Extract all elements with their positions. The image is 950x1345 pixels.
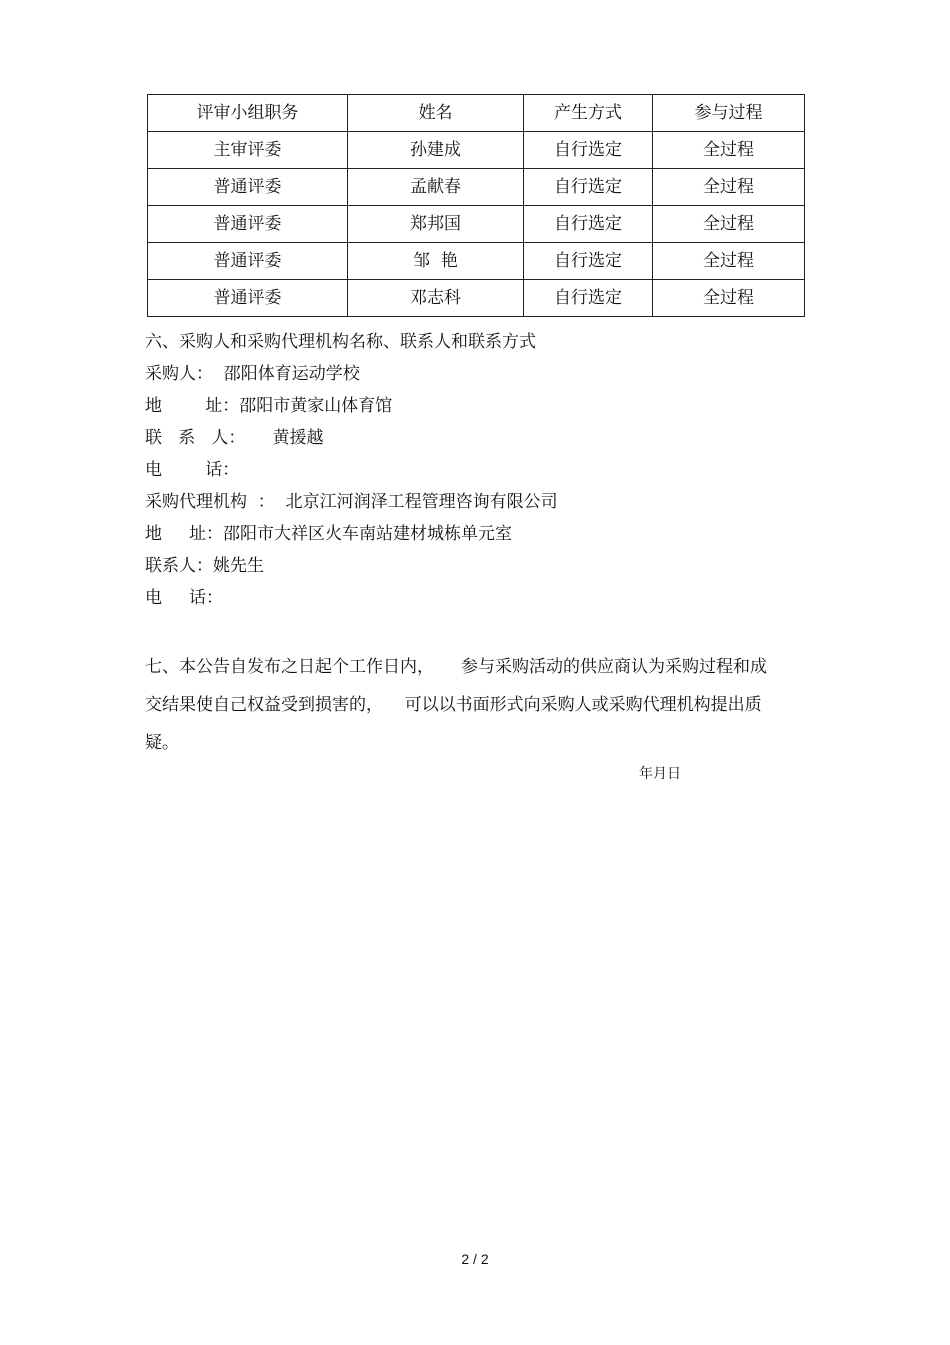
table-cell: 全过程 bbox=[653, 243, 805, 280]
table-cell: 主审评委 bbox=[148, 132, 348, 169]
table-cell: 邓志科 bbox=[348, 280, 524, 317]
table-cell: 邹 艳 bbox=[348, 243, 524, 280]
table-row bbox=[148, 169, 805, 206]
date-label: 年月日 bbox=[639, 766, 681, 782]
page-number: 2 / 2 bbox=[461, 1251, 489, 1267]
table-cell: 孟献春 bbox=[348, 169, 524, 206]
table-row bbox=[148, 132, 805, 169]
agency-address-line: 地 址：邵阳市大祥区火车南站建材城栋单元室 bbox=[145, 524, 513, 544]
table-cell: 自行选定 bbox=[524, 169, 653, 206]
table-cell: 自行选定 bbox=[524, 280, 653, 317]
table-cell: 自行选定 bbox=[524, 206, 653, 243]
table-cell: 自行选定 bbox=[524, 243, 653, 280]
agency-line: 采购代理机构 ： 北京江河润泽工程管理咨询有限公司 bbox=[145, 492, 558, 512]
table-cell: 自行选定 bbox=[524, 132, 653, 169]
table-cell: 普通评委 bbox=[148, 169, 348, 206]
purchaser-line: 采购人： 邵阳体育运动学校 bbox=[145, 364, 360, 384]
table-row bbox=[148, 280, 805, 317]
section-seven-line-2: 交结果使自己权益受到损害的， 可以以书面形式向采购人或采购代理机构提出质 bbox=[145, 695, 762, 715]
purchaser-phone-line: 电 话： bbox=[145, 460, 240, 480]
agency-phone-line: 电 话： bbox=[145, 588, 224, 608]
table-cell: 普通评委 bbox=[148, 243, 348, 280]
table-cell: 普通评委 bbox=[148, 206, 348, 243]
header-cell-name: 姓名 bbox=[348, 95, 524, 132]
table-row bbox=[148, 243, 805, 280]
section-seven-line-1: 七、本公告自发布之日起个工作日内， 参与采购活动的供应商认为采购过程和成 bbox=[145, 657, 768, 677]
table-cell: 全过程 bbox=[653, 169, 805, 206]
purchaser-address-line: 地 址：邵阳市黄家山体育馆 bbox=[145, 396, 393, 416]
agency-contact-line: 联系人：姚先生 bbox=[145, 556, 264, 576]
table-row bbox=[148, 206, 805, 243]
section-six-heading: 六、采购人和采购代理机构名称、联系人和联系方式 bbox=[145, 332, 536, 352]
review-panel-table bbox=[147, 94, 805, 317]
table-cell: 全过程 bbox=[653, 206, 805, 243]
table-cell: 普通评委 bbox=[148, 280, 348, 317]
table-cell: 孙建成 bbox=[348, 132, 524, 169]
header-cell-process: 参与过程 bbox=[653, 95, 805, 132]
table-header-row bbox=[148, 95, 805, 132]
table-cell: 全过程 bbox=[653, 132, 805, 169]
table-cell: 郑邦国 bbox=[348, 206, 524, 243]
header-cell-method: 产生方式 bbox=[524, 95, 653, 132]
table-cell: 全过程 bbox=[653, 280, 805, 317]
header-cell-role: 评审小组职务 bbox=[148, 95, 348, 132]
purchaser-contact-line: 联 系 人： 黄援越 bbox=[145, 428, 324, 448]
section-seven-line-3: 疑。 bbox=[145, 733, 179, 753]
